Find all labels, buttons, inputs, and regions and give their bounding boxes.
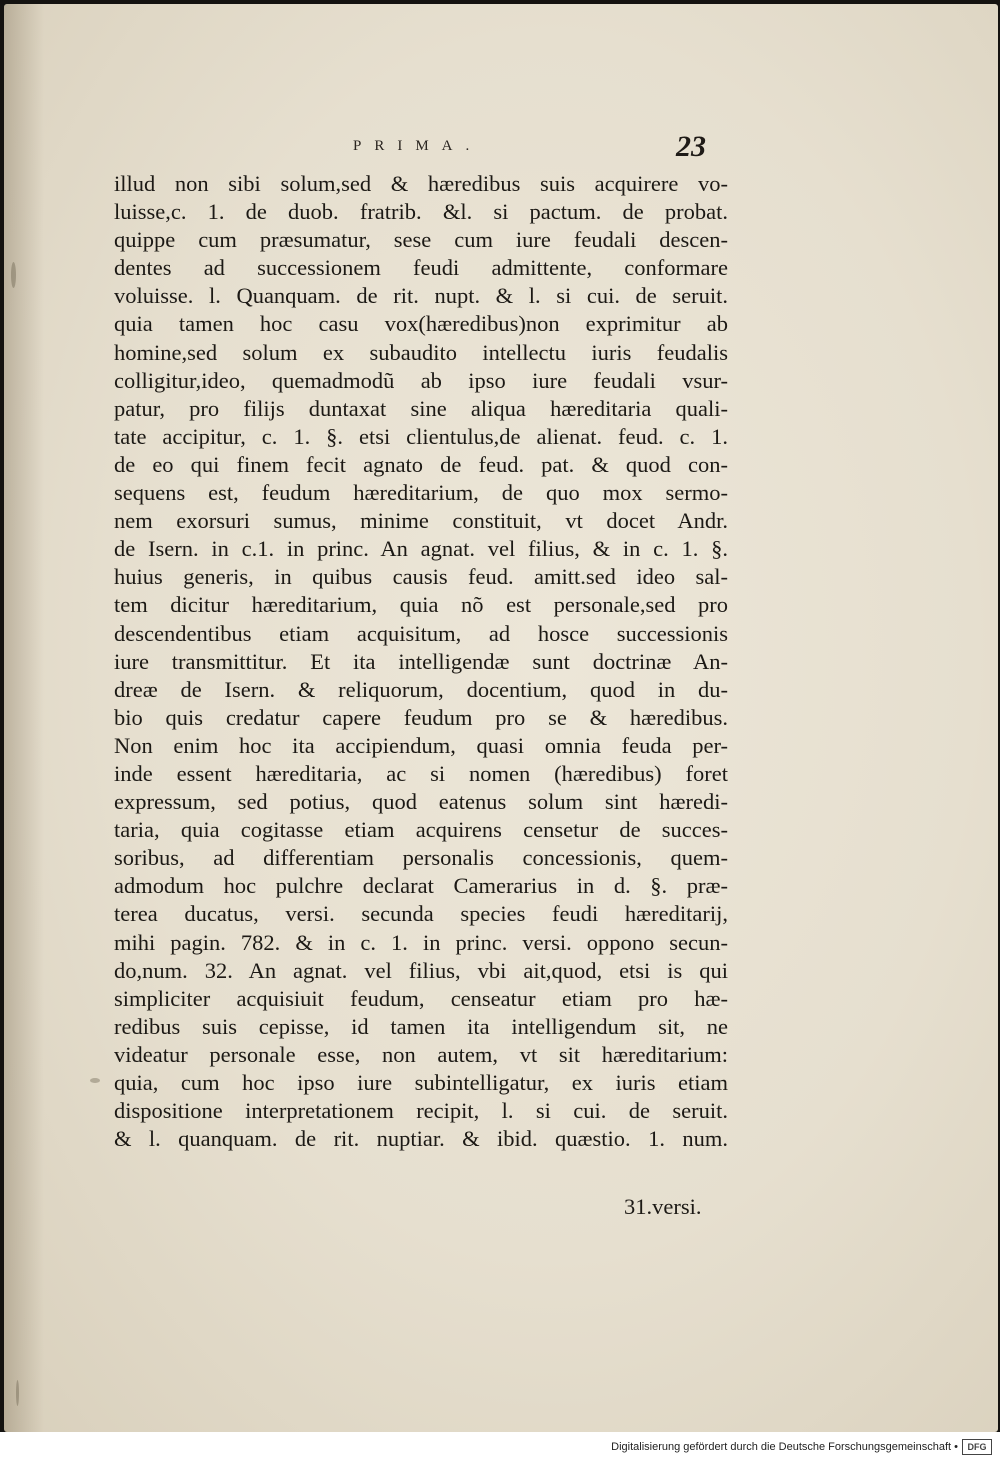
text-line: quia, cum hoc ipso iure subintelligatur, ex iuris etiam bbox=[114, 1070, 728, 1095]
margin-stain bbox=[90, 1078, 100, 1083]
text-line: bio quis credatur capere feudum pro se & hæredibus. bbox=[114, 704, 728, 730]
margin-stain bbox=[16, 1380, 19, 1406]
text-line: do,num. 32. An agnat. vel filius, vbi ait,quod, etsi is qui bbox=[114, 957, 728, 983]
text-line: patur, pro filijs duntaxat sine aliqua hæreditaria quali- bbox=[114, 395, 728, 421]
catchword: 31.versi. bbox=[624, 1194, 702, 1219]
text-line: dispositione interpretationem recipit, l. si cui. de seruit. bbox=[114, 1098, 728, 1124]
text-line: illud non sibi solum,sed & hæredibus suis acquirere vo- bbox=[114, 171, 728, 196]
text-line: luisse,c. 1. de duob. fratrib. &l. si pactum. de probat. bbox=[114, 199, 728, 225]
text-line: voluisse. l. Quanquam. de rit. nupt. & l. si cui. de seruit. bbox=[114, 283, 728, 309]
text-line: quippe cum præsumatur, sese cum iure feudali descen- bbox=[114, 227, 728, 253]
text-line: simpliciter acquisiuit feudum, censeatur etiam pro hæ- bbox=[114, 985, 728, 1011]
text-line: tate accipitur, c. 1. §. etsi clientulus,de alienat. feud. c. 1. bbox=[114, 423, 728, 449]
running-head: PRIMA. bbox=[353, 138, 483, 154]
text-line: redibus suis cepisse, id tamen ita intelligendum sit, ne bbox=[114, 1013, 728, 1039]
funding-credit: Digitalisierung gefördert durch die Deutsche Forschungsgemeinschaft • bbox=[611, 1441, 958, 1453]
book-page bbox=[4, 4, 998, 1432]
margin-stain bbox=[11, 262, 16, 288]
text-line: homine,sed solum ex subaudito intellectu iuris feudalis bbox=[114, 339, 728, 365]
text-line: de eo qui finem fecit agnato de feud. pat. & quod con- bbox=[114, 451, 728, 477]
text-line: videatur personale esse, non autem, vt sit hæreditarium: bbox=[114, 1041, 728, 1067]
text-line: terea ducatus, versi. secunda species feudi hæreditarij, bbox=[114, 901, 728, 927]
page-header bbox=[4, 130, 998, 170]
text-line: soribus, ad differentiam personalis concessionis, quem- bbox=[114, 845, 728, 871]
text-line: admodum hoc pulchre declarat Camerarius in d. §. præ- bbox=[114, 873, 728, 899]
text-line: mihi pagin. 782. & in c. 1. in princ. versi. oppono secun- bbox=[114, 929, 728, 955]
text-line: huius generis, in quibus causis feud. amitt.sed ideo sal- bbox=[114, 564, 728, 590]
body-text bbox=[114, 170, 728, 1153]
dfg-logo: DFG bbox=[962, 1439, 992, 1455]
text-line: iure transmittitur. Et ita intelligendæ sunt doctrinæ An- bbox=[114, 648, 728, 674]
text-line: dreæ de Isern. & reliquorum, docentium, quod in du- bbox=[114, 676, 728, 702]
text-line: descendentibus etiam acquisitum, ad hosce successionis bbox=[114, 620, 728, 646]
text-line: sequens est, feudum hæreditarium, de quo mox sermo- bbox=[114, 480, 728, 506]
text-line: dentes ad successionem feudi admittente, conformare bbox=[114, 255, 728, 281]
page-number: 23 bbox=[676, 130, 706, 163]
text-line: & l. quanquam. de rit. nuptiar. & ibid. quæstio. 1. num. bbox=[114, 1126, 728, 1152]
text-line: de Isern. in c.1. in princ. An agnat. vel filius, & in c. 1. §. bbox=[114, 536, 728, 562]
text-line: taria, quia cogitasse etiam acquirens censetur de succes- bbox=[114, 817, 728, 843]
text-line: colligitur,ideo, quemadmodũ ab ipso iure feudali vsur- bbox=[114, 367, 728, 393]
digitization-footer bbox=[0, 1432, 1000, 1462]
text-line: nem exorsuri sumus, minime constituit, vt docet Andr. bbox=[114, 508, 728, 534]
text-line: expressum, sed potius, quod eatenus solum sint hæredi- bbox=[114, 789, 728, 815]
text-line: inde essent hæreditaria, ac si nomen (hæredibus) foret bbox=[114, 760, 728, 786]
text-line: quia tamen hoc casu vox(hæredibus)non exprimitur ab bbox=[114, 311, 728, 337]
text-line: tem dicitur hæreditarium, quia nõ est personale,sed pro bbox=[114, 592, 728, 618]
text-line: Non enim hoc ita accipiendum, quasi omnia feuda per- bbox=[114, 732, 728, 758]
